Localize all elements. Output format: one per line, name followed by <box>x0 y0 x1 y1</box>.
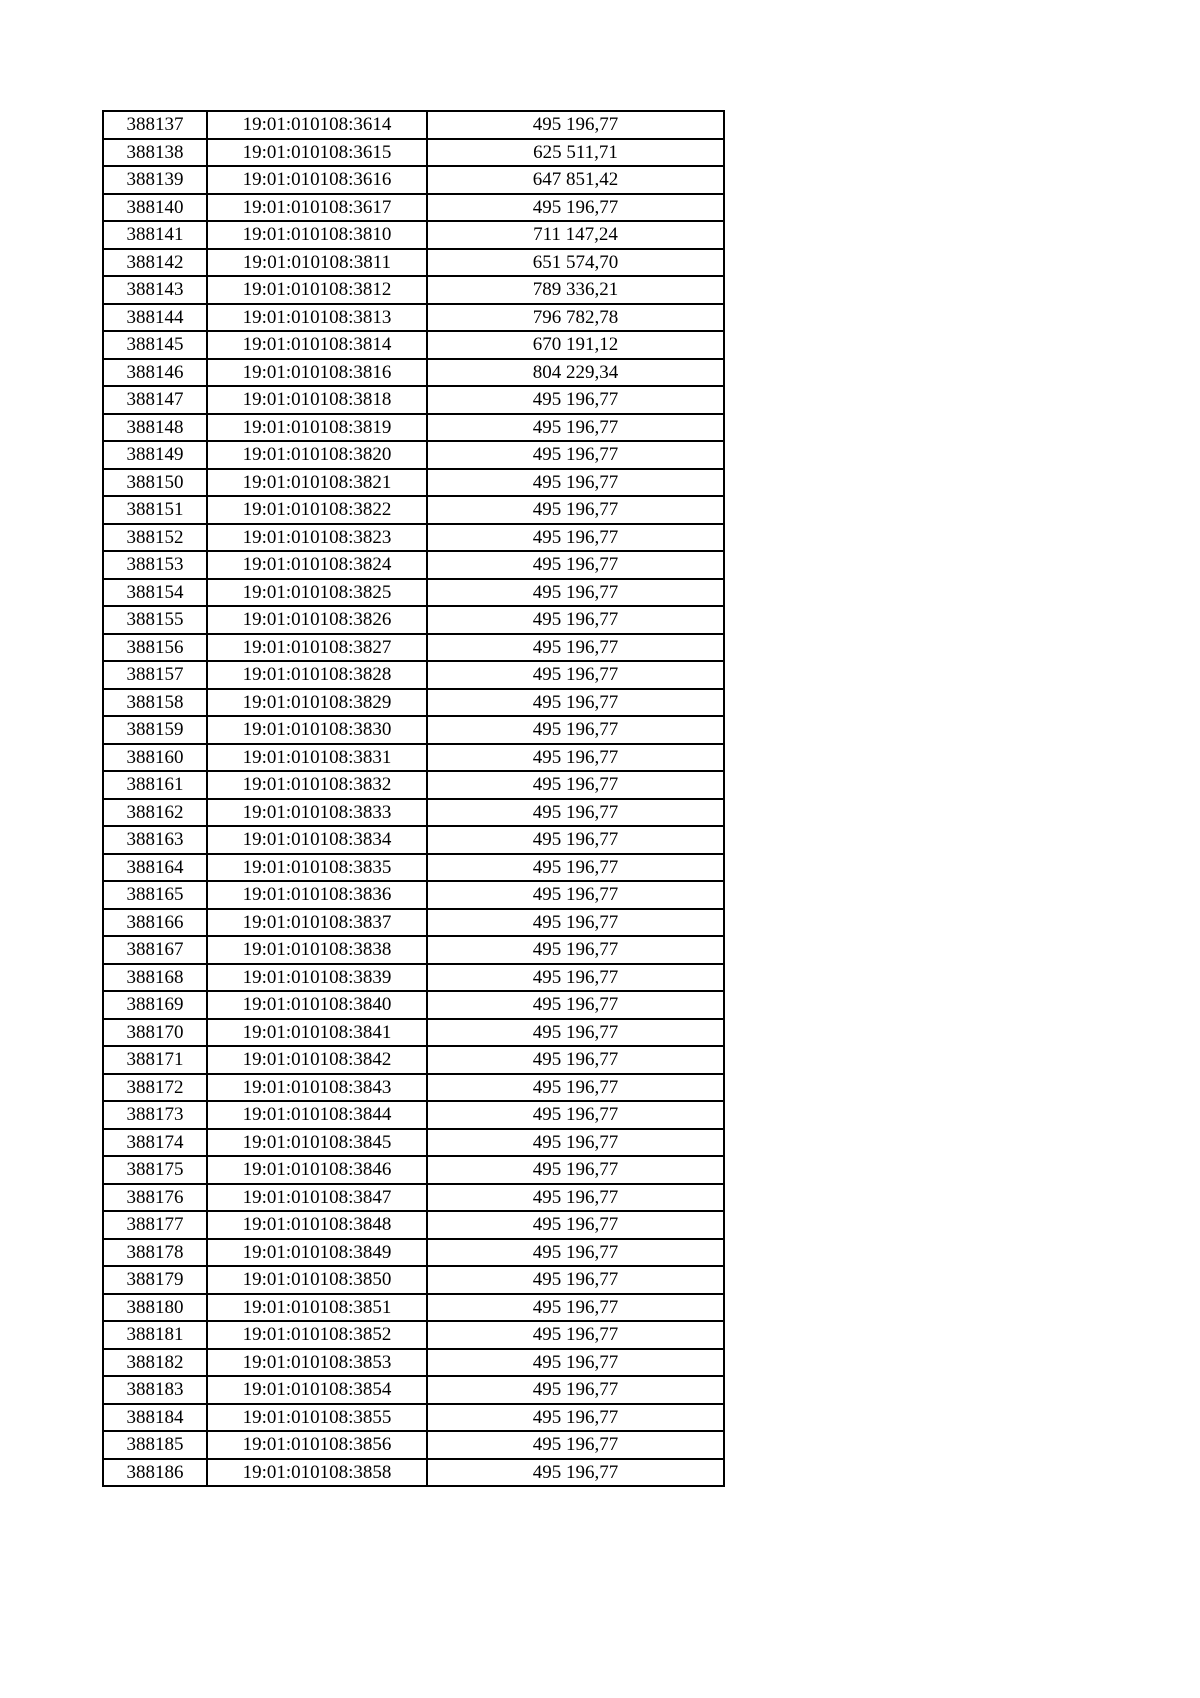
cadastral-number-cell: 19:01:010108:3841 <box>207 1019 427 1047</box>
table-row <box>103 111 724 139</box>
value-cell: 495 196,77 <box>427 1294 724 1322</box>
row-number-cell: 388162 <box>103 799 207 827</box>
row-number-cell: 388153 <box>103 551 207 579</box>
cadastral-number-cell: 19:01:010108:3850 <box>207 1266 427 1294</box>
value-cell: 495 196,77 <box>427 799 724 827</box>
table-row <box>103 991 724 1019</box>
table-row <box>103 964 724 992</box>
cadastral-number-cell: 19:01:010108:3616 <box>207 166 427 194</box>
table-row <box>103 1294 724 1322</box>
table-row <box>103 1349 724 1377</box>
row-number-cell: 388168 <box>103 964 207 992</box>
row-number-cell: 388142 <box>103 249 207 277</box>
row-number-cell: 388139 <box>103 166 207 194</box>
value-cell: 495 196,77 <box>427 744 724 772</box>
row-number-cell: 388140 <box>103 194 207 222</box>
value-cell: 495 196,77 <box>427 469 724 497</box>
value-cell: 495 196,77 <box>427 1321 724 1349</box>
value-cell: 495 196,77 <box>427 1404 724 1432</box>
value-cell: 625 511,71 <box>427 139 724 167</box>
value-cell: 651 574,70 <box>427 249 724 277</box>
value-cell: 495 196,77 <box>427 194 724 222</box>
cadastral-number-cell: 19:01:010108:3851 <box>207 1294 427 1322</box>
table-row <box>103 1101 724 1129</box>
row-number-cell: 388167 <box>103 936 207 964</box>
table-row <box>103 579 724 607</box>
row-number-cell: 388146 <box>103 359 207 387</box>
cadastral-number-cell: 19:01:010108:3843 <box>207 1074 427 1102</box>
cadastral-number-cell: 19:01:010108:3614 <box>207 111 427 139</box>
value-cell: 495 196,77 <box>427 1431 724 1459</box>
value-cell: 495 196,77 <box>427 634 724 662</box>
table-row <box>103 1211 724 1239</box>
parcel-value-table <box>102 110 725 1487</box>
row-number-cell: 388176 <box>103 1184 207 1212</box>
cadastral-number-cell: 19:01:010108:3828 <box>207 661 427 689</box>
value-cell: 711 147,24 <box>427 221 724 249</box>
cadastral-number-cell: 19:01:010108:3824 <box>207 551 427 579</box>
row-number-cell: 388175 <box>103 1156 207 1184</box>
table-row <box>103 469 724 497</box>
row-number-cell: 388150 <box>103 469 207 497</box>
value-cell: 495 196,77 <box>427 386 724 414</box>
value-cell: 804 229,34 <box>427 359 724 387</box>
cadastral-number-cell: 19:01:010108:3854 <box>207 1376 427 1404</box>
table-row <box>103 1376 724 1404</box>
cadastral-number-cell: 19:01:010108:3829 <box>207 689 427 717</box>
value-cell: 495 196,77 <box>427 1459 724 1487</box>
row-number-cell: 388149 <box>103 441 207 469</box>
table-row <box>103 1129 724 1157</box>
table-row <box>103 496 724 524</box>
cadastral-number-cell: 19:01:010108:3812 <box>207 276 427 304</box>
row-number-cell: 388155 <box>103 606 207 634</box>
cadastral-number-cell: 19:01:010108:3838 <box>207 936 427 964</box>
row-number-cell: 388173 <box>103 1101 207 1129</box>
cadastral-number-cell: 19:01:010108:3839 <box>207 964 427 992</box>
table-row <box>103 524 724 552</box>
value-cell: 495 196,77 <box>427 854 724 882</box>
cadastral-number-cell: 19:01:010108:3837 <box>207 909 427 937</box>
table-row <box>103 1239 724 1267</box>
cadastral-number-cell: 19:01:010108:3811 <box>207 249 427 277</box>
row-number-cell: 388152 <box>103 524 207 552</box>
table-row <box>103 744 724 772</box>
value-cell: 495 196,77 <box>427 1129 724 1157</box>
value-cell: 796 782,78 <box>427 304 724 332</box>
cadastral-number-cell: 19:01:010108:3822 <box>207 496 427 524</box>
value-cell: 495 196,77 <box>427 936 724 964</box>
value-cell: 495 196,77 <box>427 826 724 854</box>
row-number-cell: 388144 <box>103 304 207 332</box>
row-number-cell: 388169 <box>103 991 207 1019</box>
cadastral-number-cell: 19:01:010108:3855 <box>207 1404 427 1432</box>
row-number-cell: 388148 <box>103 414 207 442</box>
cadastral-number-cell: 19:01:010108:3858 <box>207 1459 427 1487</box>
row-number-cell: 388182 <box>103 1349 207 1377</box>
table-row <box>103 414 724 442</box>
value-cell: 495 196,77 <box>427 881 724 909</box>
cadastral-number-cell: 19:01:010108:3846 <box>207 1156 427 1184</box>
cadastral-number-cell: 19:01:010108:3615 <box>207 139 427 167</box>
table-row <box>103 634 724 662</box>
table-row <box>103 881 724 909</box>
row-number-cell: 388157 <box>103 661 207 689</box>
row-number-cell: 388160 <box>103 744 207 772</box>
value-cell: 495 196,77 <box>427 496 724 524</box>
value-cell: 495 196,77 <box>427 414 724 442</box>
cadastral-number-cell: 19:01:010108:3823 <box>207 524 427 552</box>
cadastral-number-cell: 19:01:010108:3849 <box>207 1239 427 1267</box>
value-cell: 495 196,77 <box>427 111 724 139</box>
table-row <box>103 661 724 689</box>
cadastral-number-cell: 19:01:010108:3814 <box>207 331 427 359</box>
value-cell: 495 196,77 <box>427 551 724 579</box>
value-cell: 495 196,77 <box>427 1239 724 1267</box>
row-number-cell: 388166 <box>103 909 207 937</box>
row-number-cell: 388151 <box>103 496 207 524</box>
row-number-cell: 388165 <box>103 881 207 909</box>
row-number-cell: 388154 <box>103 579 207 607</box>
row-number-cell: 388186 <box>103 1459 207 1487</box>
table-row <box>103 331 724 359</box>
cadastral-number-cell: 19:01:010108:3816 <box>207 359 427 387</box>
value-cell: 495 196,77 <box>427 964 724 992</box>
value-cell: 495 196,77 <box>427 991 724 1019</box>
value-cell: 495 196,77 <box>427 1184 724 1212</box>
table-row <box>103 1266 724 1294</box>
table-row <box>103 854 724 882</box>
document-page <box>102 110 725 1487</box>
table-row <box>103 139 724 167</box>
cadastral-number-cell: 19:01:010108:3840 <box>207 991 427 1019</box>
value-cell: 495 196,77 <box>427 716 724 744</box>
table-row <box>103 1074 724 1102</box>
table-row <box>103 1046 724 1074</box>
table-row <box>103 1431 724 1459</box>
table-row <box>103 1404 724 1432</box>
row-number-cell: 388183 <box>103 1376 207 1404</box>
value-cell: 495 196,77 <box>427 1156 724 1184</box>
value-cell: 647 851,42 <box>427 166 724 194</box>
row-number-cell: 388147 <box>103 386 207 414</box>
value-cell: 495 196,77 <box>427 1211 724 1239</box>
row-number-cell: 388145 <box>103 331 207 359</box>
cadastral-number-cell: 19:01:010108:3832 <box>207 771 427 799</box>
value-cell: 495 196,77 <box>427 1266 724 1294</box>
row-number-cell: 388174 <box>103 1129 207 1157</box>
cadastral-number-cell: 19:01:010108:3831 <box>207 744 427 772</box>
table-row <box>103 1156 724 1184</box>
cadastral-number-cell: 19:01:010108:3813 <box>207 304 427 332</box>
row-number-cell: 388164 <box>103 854 207 882</box>
table-row <box>103 441 724 469</box>
value-cell: 495 196,77 <box>427 1349 724 1377</box>
table-row <box>103 551 724 579</box>
table-row <box>103 716 724 744</box>
row-number-cell: 388185 <box>103 1431 207 1459</box>
cadastral-number-cell: 19:01:010108:3836 <box>207 881 427 909</box>
row-number-cell: 388159 <box>103 716 207 744</box>
row-number-cell: 388181 <box>103 1321 207 1349</box>
row-number-cell: 388178 <box>103 1239 207 1267</box>
row-number-cell: 388184 <box>103 1404 207 1432</box>
value-cell: 495 196,77 <box>427 1101 724 1129</box>
cadastral-number-cell: 19:01:010108:3830 <box>207 716 427 744</box>
value-cell: 495 196,77 <box>427 524 724 552</box>
cadastral-number-cell: 19:01:010108:3617 <box>207 194 427 222</box>
value-cell: 495 196,77 <box>427 606 724 634</box>
table-row <box>103 936 724 964</box>
value-cell: 495 196,77 <box>427 689 724 717</box>
value-cell: 495 196,77 <box>427 661 724 689</box>
table-body <box>103 111 724 1486</box>
table-row <box>103 799 724 827</box>
cadastral-number-cell: 19:01:010108:3848 <box>207 1211 427 1239</box>
cadastral-number-cell: 19:01:010108:3820 <box>207 441 427 469</box>
cadastral-number-cell: 19:01:010108:3835 <box>207 854 427 882</box>
row-number-cell: 388141 <box>103 221 207 249</box>
value-cell: 789 336,21 <box>427 276 724 304</box>
value-cell: 495 196,77 <box>427 1376 724 1404</box>
table-row <box>103 1184 724 1212</box>
row-number-cell: 388170 <box>103 1019 207 1047</box>
table-row <box>103 221 724 249</box>
value-cell: 495 196,77 <box>427 441 724 469</box>
table-row <box>103 276 724 304</box>
table-row <box>103 386 724 414</box>
row-number-cell: 388172 <box>103 1074 207 1102</box>
row-number-cell: 388177 <box>103 1211 207 1239</box>
row-number-cell: 388143 <box>103 276 207 304</box>
cadastral-number-cell: 19:01:010108:3834 <box>207 826 427 854</box>
table-row <box>103 909 724 937</box>
row-number-cell: 388158 <box>103 689 207 717</box>
cadastral-number-cell: 19:01:010108:3844 <box>207 1101 427 1129</box>
cadastral-number-cell: 19:01:010108:3847 <box>207 1184 427 1212</box>
cadastral-number-cell: 19:01:010108:3845 <box>207 1129 427 1157</box>
cadastral-number-cell: 19:01:010108:3833 <box>207 799 427 827</box>
cadastral-number-cell: 19:01:010108:3852 <box>207 1321 427 1349</box>
cadastral-number-cell: 19:01:010108:3856 <box>207 1431 427 1459</box>
table-row <box>103 166 724 194</box>
row-number-cell: 388163 <box>103 826 207 854</box>
cadastral-number-cell: 19:01:010108:3819 <box>207 414 427 442</box>
cadastral-number-cell: 19:01:010108:3825 <box>207 579 427 607</box>
row-number-cell: 388161 <box>103 771 207 799</box>
row-number-cell: 388138 <box>103 139 207 167</box>
cadastral-number-cell: 19:01:010108:3810 <box>207 221 427 249</box>
value-cell: 670 191,12 <box>427 331 724 359</box>
cadastral-number-cell: 19:01:010108:3827 <box>207 634 427 662</box>
value-cell: 495 196,77 <box>427 579 724 607</box>
table-row <box>103 606 724 634</box>
row-number-cell: 388137 <box>103 111 207 139</box>
cadastral-number-cell: 19:01:010108:3818 <box>207 386 427 414</box>
value-cell: 495 196,77 <box>427 1074 724 1102</box>
table-row <box>103 1321 724 1349</box>
table-row <box>103 1459 724 1487</box>
row-number-cell: 388180 <box>103 1294 207 1322</box>
table-row <box>103 1019 724 1047</box>
table-row <box>103 304 724 332</box>
table-row <box>103 194 724 222</box>
value-cell: 495 196,77 <box>427 771 724 799</box>
value-cell: 495 196,77 <box>427 1019 724 1047</box>
table-row <box>103 689 724 717</box>
value-cell: 495 196,77 <box>427 909 724 937</box>
cadastral-number-cell: 19:01:010108:3842 <box>207 1046 427 1074</box>
table-row <box>103 359 724 387</box>
table-row <box>103 249 724 277</box>
cadastral-number-cell: 19:01:010108:3853 <box>207 1349 427 1377</box>
row-number-cell: 388156 <box>103 634 207 662</box>
row-number-cell: 388179 <box>103 1266 207 1294</box>
table-row <box>103 826 724 854</box>
table-row <box>103 771 724 799</box>
row-number-cell: 388171 <box>103 1046 207 1074</box>
value-cell: 495 196,77 <box>427 1046 724 1074</box>
cadastral-number-cell: 19:01:010108:3821 <box>207 469 427 497</box>
cadastral-number-cell: 19:01:010108:3826 <box>207 606 427 634</box>
